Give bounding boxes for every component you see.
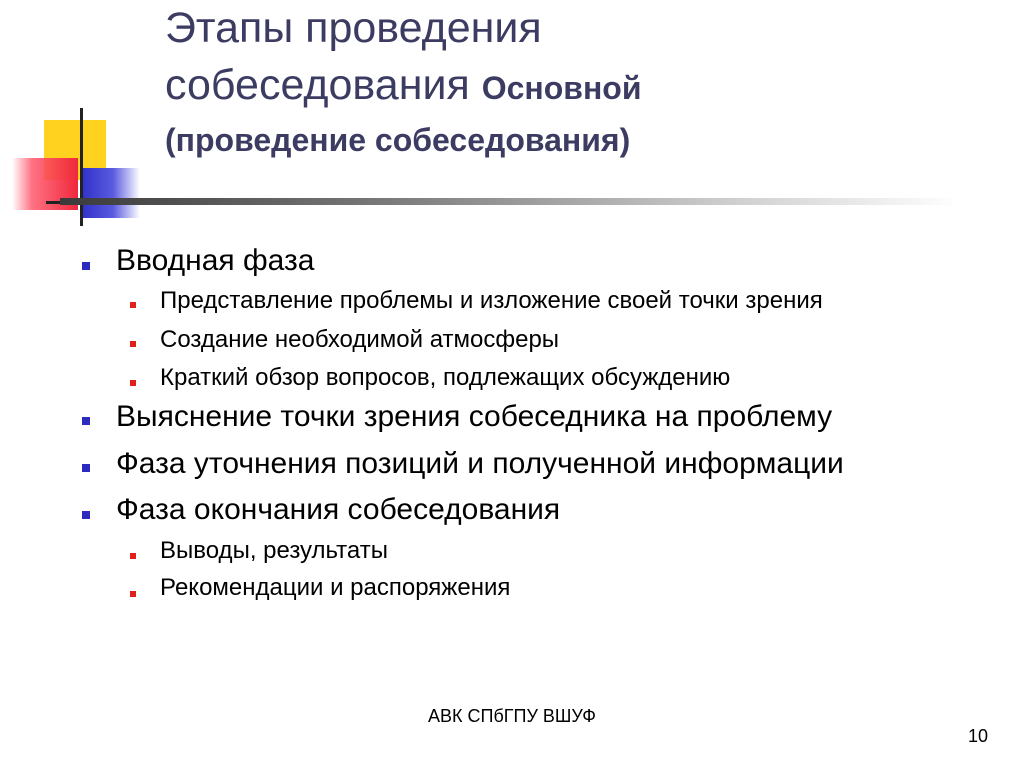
title-line-2-text: собеседования bbox=[165, 61, 470, 109]
bullet-marker bbox=[82, 464, 90, 472]
vertical-line-decoration bbox=[80, 108, 83, 226]
sub-bullet-item-1-2: Создание необходимой атмосферы bbox=[160, 326, 560, 353]
slide-footer: АВК СПбГПУ ВШУФ bbox=[428, 706, 596, 726]
bullet-marker bbox=[82, 262, 90, 270]
sub-bullet-marker bbox=[130, 591, 136, 597]
sub-bullet-item-1-3: Краткий обзор вопросов, подлежащих обсуждению bbox=[160, 364, 731, 391]
title-underline bbox=[60, 198, 960, 205]
title-line-1: Этапы проведения bbox=[165, 4, 542, 52]
page-number: 10 bbox=[968, 726, 989, 746]
sub-bullet-marker bbox=[130, 380, 136, 386]
sub-bullet-marker bbox=[130, 341, 136, 347]
sub-bullet-marker bbox=[130, 553, 136, 559]
sub-bullet-item-4-2: Рекомендации и распоряжения bbox=[160, 574, 511, 601]
title-line-2 bbox=[165, 57, 925, 117]
title-line-3: (проведение собеседования) bbox=[165, 122, 631, 158]
sub-bullet-item-1-1: Представление проблемы и изложение своей точки зрения bbox=[160, 287, 823, 314]
bullet-item-4: Фаза окончания собеседования bbox=[116, 493, 561, 526]
bullet-marker bbox=[82, 511, 90, 519]
bullet-item-2: Выяснение точки зрения собеседника на проблему bbox=[116, 400, 833, 433]
title-subtitle-bold: Основной bbox=[481, 70, 642, 106]
slide-title bbox=[165, 0, 925, 163]
bullet-marker bbox=[82, 417, 90, 425]
sub-bullet-item-4-1: Выводы, результаты bbox=[160, 537, 388, 564]
bullet-item-3: Фаза уточнения позиций и полученной информации bbox=[116, 447, 844, 480]
bullet-item-1: Вводная фаза bbox=[116, 244, 315, 277]
blue-square-decoration bbox=[80, 168, 140, 218]
sub-bullet-marker bbox=[130, 302, 136, 308]
